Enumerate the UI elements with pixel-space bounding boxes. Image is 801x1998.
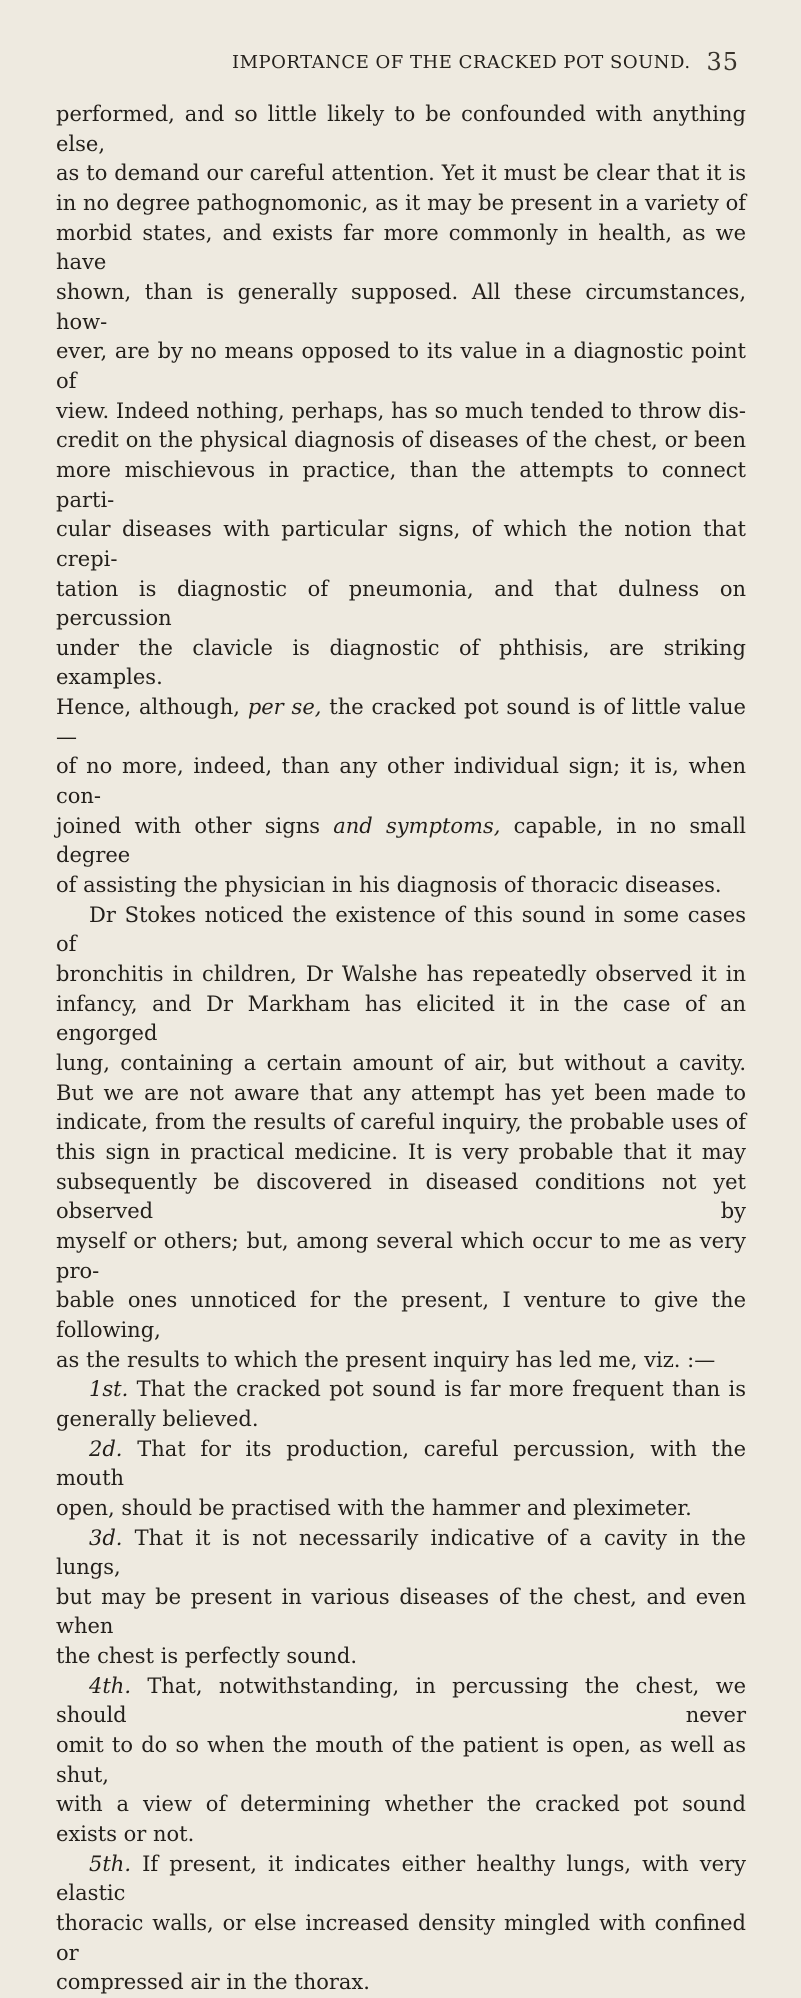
text-line: shown, than is generally supposed. All these circumstances, how- bbox=[56, 279, 746, 334]
text-line: in no degree pathognomonic, as it may be present in a variety of bbox=[56, 190, 746, 215]
text-line: thoracic walls, or else increased density mingled with confined or bbox=[56, 1911, 746, 1965]
text-line: generally believed. bbox=[56, 1406, 259, 1431]
text-line: view. Indeed nothing, perhaps, has so much tended to throw dis- bbox=[56, 398, 746, 423]
point-ordinal: 3d. bbox=[89, 1525, 123, 1550]
page-header bbox=[0, 48, 801, 82]
body-text bbox=[56, 100, 746, 1998]
numbered-point bbox=[56, 1524, 746, 1583]
text-segment: That, notwithstanding, in percussing the chest, we should never bbox=[56, 1673, 746, 1728]
text-line: the chest is perfectly sound. bbox=[56, 1644, 357, 1669]
point-ordinal: 5th. bbox=[89, 1851, 131, 1876]
running-title: IMPORTANCE OF THE CRACKED POT SOUND. bbox=[232, 52, 691, 73]
point-ordinal: 2d. bbox=[89, 1436, 123, 1461]
page-number: 35 bbox=[706, 48, 739, 76]
text-line: omit to do so when the mouth of the patient is open, as well as shut, bbox=[56, 1733, 746, 1787]
text-line: subsequently be discovered in diseased conditions not yet observed by bbox=[56, 1169, 746, 1224]
text-segment: the cracked pot sound is of little value— bbox=[56, 695, 746, 749]
text-line: of no more, indeed, than any other individual sign; it is, when con- bbox=[56, 754, 746, 809]
text-segment: That the cracked pot sound is far more frequent than is bbox=[136, 1377, 746, 1402]
text-line: infancy, and Dr Markham has elicited it in the case of an engorged bbox=[56, 991, 746, 1046]
text-segment: capable, in no small degree bbox=[56, 813, 746, 868]
point-ordinal: 4th. bbox=[89, 1673, 131, 1698]
text-line bbox=[56, 812, 746, 871]
numbered-point bbox=[56, 1435, 746, 1494]
numbered-point bbox=[56, 1375, 746, 1405]
text-line: but may be present in various diseases of the chest, and even when bbox=[56, 1584, 746, 1639]
text-line: more mischievous in practice, than the attempts to connect parti- bbox=[56, 457, 746, 512]
text-line: bronchitis in children, Dr Walshe has repeatedly observed it in bbox=[56, 962, 746, 987]
text-line: tation is diagnostic of pneumonia, and that dulness on percussion bbox=[56, 576, 746, 631]
italic-phrase: and symptoms, bbox=[333, 813, 501, 838]
text-line: morbid states, and exists far more commonly in health, as we have bbox=[56, 220, 746, 275]
text-line: with a view of determining whether the cracked pot sound exists or not. bbox=[56, 1792, 746, 1847]
text-line: cular diseases with particular signs, of which the notion that crepi- bbox=[56, 517, 746, 571]
text-segment: joined with other signs bbox=[56, 813, 320, 838]
text-line: indicate, from the results of careful inquiry, the probable uses of bbox=[56, 1110, 746, 1135]
text-segment: Hence, although, bbox=[56, 695, 240, 720]
numbered-point bbox=[56, 1672, 746, 1731]
point-ordinal: 1st. bbox=[89, 1377, 129, 1402]
text-line: as to demand our careful attention. Yet it must be clear that it is bbox=[56, 161, 746, 186]
text-line bbox=[56, 693, 746, 752]
text-line: credit on the physical diagnosis of diseases of the chest, or been bbox=[56, 428, 746, 453]
text-line: lung, containing a certain amount of air, but without a cavity. bbox=[56, 1051, 746, 1075]
italic-phrase: per se, bbox=[247, 695, 322, 720]
text-segment: That it is not necessarily indicative of a cavity in the lungs, bbox=[56, 1525, 746, 1580]
text-line: of assisting the physician in his diagnosis of thoracic diseases. bbox=[56, 873, 722, 898]
text-line: compressed air in the thorax. bbox=[56, 1970, 370, 1995]
text-line: Dr Stokes noticed the existence of this sound in some cases of bbox=[56, 902, 746, 957]
text-segment: If present, it indicates either healthy lungs, with very elastic bbox=[56, 1851, 746, 1906]
text-line: this sign in practical medicine. It is very probable that it may bbox=[56, 1139, 746, 1164]
numbered-point bbox=[56, 1850, 746, 1909]
text-line: ever, are by no means opposed to its value in a diagnostic point of bbox=[56, 339, 746, 393]
text-line: bable ones unnoticed for the present, I venture to give the following, bbox=[56, 1288, 746, 1342]
text-line: as the results to which the present inquiry has led me, viz. :— bbox=[56, 1347, 716, 1372]
text-line: myself or others; but, among several which occur to me as very pro- bbox=[56, 1228, 746, 1283]
text-line: performed, and so little likely to be confounded with anything else, bbox=[56, 102, 746, 156]
text-line: But we are not aware that any attempt has yet been made to bbox=[56, 1080, 746, 1105]
text-segment: That for its production, careful percussion, with the mouth bbox=[56, 1436, 746, 1491]
text-line: under the clavicle is diagnostic of phthisis, are striking examples. bbox=[56, 635, 746, 690]
text-line: open, should be practised with the hammer and pleximeter. bbox=[56, 1495, 692, 1520]
